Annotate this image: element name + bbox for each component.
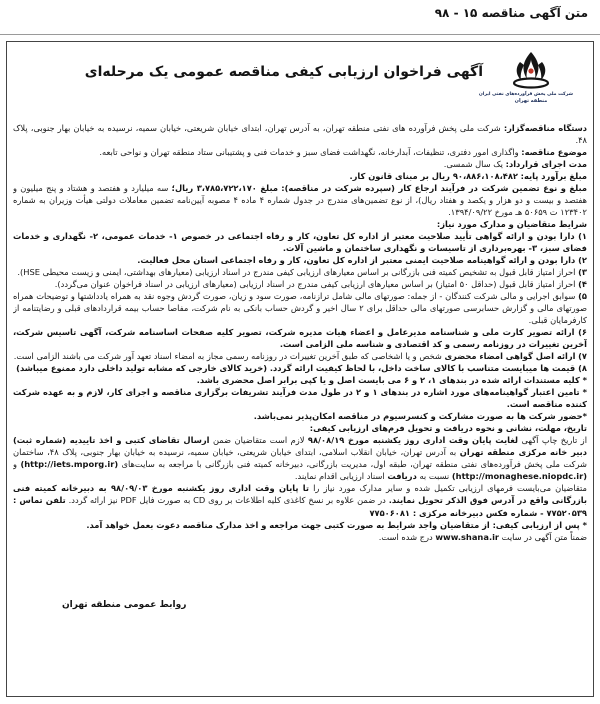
guarantee-amount: مبلغ ۳،۷۸۵،۷۲۲،۱۷۰ ریال؛ — [171, 183, 278, 194]
guarantee-label: مبلغ و نوع تضمین شرکت در فرآیند ارجاع کار (سپرده شرکت در مناقصه): — [281, 183, 587, 194]
website-shana: www.shana.ir — [435, 531, 500, 542]
requirement-text: دارا بودن و ارائه گواهینامه صلاحیت ایمنی معتبر از اداره کل تعاون، کار و رفاه اجتماعی استان محل فعالیت. — [137, 255, 576, 266]
requirement-number: ۲) — [578, 255, 587, 266]
subject-text: واگذاری امور دفتری، تنظیفات، آبدارخانه، نگهداشت فضای سبز و خدمات فنی و پشتیبانی ستاد منطقه تهران و نواحی تابعه. — [99, 147, 519, 158]
requirement-item — [13, 230, 587, 254]
receive-deadline: لغایت پایان وقت اداری روز یکشنبه مورخ ۹۸/۰۸/۱۹ — [307, 435, 519, 446]
requirement-note: * کلیه مستندات ارائه شده در بندهای ۱، ۲ و ۶ می بایست اصل و یا کپی برابر اصل محضری باشد. — [196, 375, 587, 386]
receive-intro: از تاریخ چاپ آگهی — [521, 435, 587, 446]
requirement-text: سوابق اجرایی و مالی شرکت کنندگان - از جمله: صورتهای مالی شامل ترازنامه، صورت سود و زیان، صورت گردش وجوه نقد به همراه یادداشتها و توضیحات همراه صورتهای مالی و گزارش حسابرسی صورتهای مالی حداقل برای ۲ سال اخیر و گردش حساب بانکی به نام شرکت، مفاصا حساب بیمه قراردادهای قبلی و رضایتنامه از کارفرمایان قبلی. — [13, 291, 587, 326]
company-logo — [478, 50, 573, 122]
organizer-text: شرکت ملی پخش فرآورده های نفتی منطقه تهران، به آدرس تهران، ابتدای خیابان شریعتی، خیابان سمیه، نرسیده به خیابان بهار جنوبی، پلاک ۴۸. — [13, 123, 587, 146]
subject-line — [13, 146, 587, 158]
receive-text: لازم است متقاضیان ضمن — [212, 435, 305, 446]
invite-paragraph — [13, 519, 587, 531]
page-header-title: متن آگهی مناقصه ۱۵ - ۹۸ — [434, 6, 588, 20]
requirement-number: ۶) — [578, 327, 587, 338]
subject-label: موضوع مناقصه: — [521, 147, 587, 158]
submit-deadline: تا پایان وقت اداری روز یکشنبه مورخ ۹۸/۰۹/۰۳ به دبیرخانه کمیته فنی بازرگانی واقع در آدرس فوق الذکر تحویل نمایند. — [13, 483, 587, 506]
duration-line — [13, 158, 587, 170]
requirement-number: ۷) — [578, 351, 587, 362]
requirement-text: دارا بودن و ارائه گواهی تأیید صلاحیت معتبر از اداره کل تعاون، کار و رفاه اجتماعی در خصوص ۱- خدمات عمومی، ۲- نگهداری و خدمات فضای سبز، ۳- بهره‌برداری از تاسیسات و نگهداری ساختمان و ماشین آلات. — [13, 231, 587, 254]
requirement-number: ۱) — [578, 231, 587, 242]
announcement-body — [13, 122, 587, 574]
logo-text-region: منطقه تهران — [514, 97, 548, 104]
requirement-number: ۴) — [578, 279, 587, 290]
requirement-item — [13, 350, 587, 362]
announcement-title: آگهی فراخوان ارزیابی کیفی مناقصه عمومی یک مرحله‌ای — [84, 64, 483, 80]
schedule-heading-text: تاریخ، مهلت، نشانی و نحوه دریافت و تحویل فرم‌های ارزیابی کیفی: — [309, 423, 587, 434]
site-text: ضمناً متن آگهی در سایت — [501, 531, 587, 542]
requirement-item — [13, 266, 587, 278]
requirement-text: احراز امتیاز قابل قبول به تشخیص کمیته فنی بازرگانی بر اساس معیارهای ارزیابی کیفی مندرج در اسناد ارزیابی (معیارهای بهداشتی، ایمنی و زیست محیطی HSE). — [17, 267, 576, 278]
submit-paragraph — [13, 482, 587, 518]
requirements-heading-text: شرایط متقاضیان و مدارک مورد نیاز: — [436, 219, 587, 230]
site-paragraph — [13, 531, 587, 543]
requirement-number: ۵) — [578, 291, 587, 302]
base-estimate-line — [13, 170, 587, 182]
guarantee-text: سه میلیارد و هفتصد و هشتاد و پنج میلیون و هفتصد و بیست و دو هزار و یکصد و هفتاد ریال)، از نوع تضمین‌های مندرج در جدول شماره ۴ ماده ۴ مصوبه آیین‌نامه تضمین معاملات دولتی هیأت وزیران به شماره ۱۲۳۴۰۲ ت ۵۰۶۵۹ هـ مورخ ۱۳۹۴/۰۹/۲۲. — [13, 183, 587, 218]
invite-text: از متقاضیان واجد شرایط به صورت کتبی جهت مراجعه و اخذ مدارک مناقصه دعوت بعمل خواهد آمد. — [86, 519, 490, 530]
duration-text: یک سال شمسی. — [443, 159, 503, 170]
requirement-bold-text: ارائه اصل گواهی امضاء محضری — [444, 351, 576, 362]
organizer-line — [13, 122, 587, 146]
contact-numbers: تلفن تماس : ۷۷۵۲۰۵۳۹ - شماره فکس دبیرخانه مرکزی : ۷۷۵۰۶۰۸۱ — [13, 495, 587, 518]
website-iets: (http://iets.mporg.ir) — [20, 459, 119, 470]
duration-label: مدت اجرای قرارداد: — [505, 159, 587, 170]
receive-word: دریافت — [387, 471, 417, 482]
receive-paragraph — [13, 434, 587, 482]
submit-intro: متقاضیان می‌بایست فرمهای ارزیابی تکمیل شده و سایر مدارک مورد نیاز را — [313, 483, 587, 494]
receive-office: مرکزی منطقه تهران — [459, 447, 547, 458]
requirement-text: احراز امتیاز قابل قبول (حداقل ۵۰ امتیاز) بر اساس معیارهای ارزیابی کیفی مندرج در اسناد ارزیابی (معیارهای ارزیابی در اسناد فراخوان عنوان می‌گردد). — [54, 279, 576, 290]
requirement-number: ۳) — [578, 267, 587, 278]
receive-text-3: اسناد ارزیابی اقدام نمایند. — [294, 471, 385, 482]
organizer-label: دستگاه مناقصه‌گزار: — [503, 123, 587, 133]
receive-address: به آدرس تهران، خیابان انقلاب اسلامی، ابتدای خیابان شریعتی، خیابان سمیه، نرسیده به خیابان بهار جنوبی، پلاک ۴۸، ساختمان شرکت ملی پخش فرآورده‌های نفتی منطقه تهران، طبقه اول، مدیریت بازرگانی، دبیرخانه کمیته فنی بازرگانی با مراجعه به سایت‌های — [13, 447, 587, 470]
logo-text-company: شرکت ملی پخش فرآورده‌های نفتی ایران — [478, 92, 573, 97]
requirement-text: قیمت ها میبایست متناسب با کالای ساخت داخل، با لحاظ کیفیت ارائه گردد. (خرید کالای خارجی که مشابه تولید داخلی دارد ممنوع میباشد) — [16, 363, 576, 374]
invite-label: * پس از ارزیابی کیفی: — [492, 519, 587, 530]
requirement-item — [13, 254, 587, 266]
requirement-note: *حضور شرکت ها به صورت مشارکت و کنسرسیوم در مناقصه امکان‌پذیر نمی‌باشد. — [253, 411, 587, 422]
requirements-heading — [13, 218, 587, 230]
flame-emblem-icon — [508, 50, 554, 90]
requirement-item — [13, 290, 587, 326]
receive-and: و — [13, 459, 18, 470]
requirement-text: شخص و یا اشخاصی که طبق آخرین تغییرات در روزنامه رسمی مجاز به امضاء اسناد تعهد آور شرکت می باشند الزامی است. — [13, 351, 442, 362]
website-monaghese: (http://monaghese.niopdc.ir) — [451, 471, 587, 482]
site-text-2: درج شده است. — [378, 531, 433, 542]
receive-text-2: نسبت به — [419, 471, 450, 482]
requirement-note: * تامین اعتبار گواهینامه‌های مورد اشاره در بندهای ۱ و ۲ در طول مدت فرآیند تشریفات برگزاری مناقصه و اجرای کار، لازم و به عهده شرکت کننده مناقصه است. — [13, 387, 587, 410]
receive-request: ارسال تقاضای کتبی و اخذ تاییدیه (شماره ثبت) دبیر خانه — [13, 435, 587, 458]
submit-text: در ضمن علاوه بر نسخ کاغذی کلیه اطلاعات بر روی CD به صورت فایل PDF نیز ارائه گردد. — [68, 495, 386, 506]
announcement-box — [6, 41, 594, 697]
requirement-item — [13, 278, 587, 290]
schedule-heading — [13, 422, 587, 434]
requirement-number: ۸) — [578, 363, 587, 374]
base-estimate-value: ۹۰،۸۸۶،۱۰۸،۴۸۲ ریال بر مبنای قانون کار. — [349, 171, 518, 182]
requirement-text: ارائه تصویر کارت ملی و شناسنامه مدیرعامل و اعضاء هیات مدیره شرکت، تصویر کلیه صفحات اساسنامه شرکت، آگهی تاسیس شرکت، آخرین تغییرات در روزنامه رسمی و کد اقتصادی و شناسه ملی الزامی است. — [13, 327, 587, 350]
base-estimate-label: مبلغ برآورد پایه: — [520, 171, 587, 182]
header-divider — [0, 34, 600, 35]
public-relations-signature: روابط عمومی منطقه تهران — [62, 600, 187, 610]
guarantee-line — [13, 182, 587, 218]
requirement-item — [13, 326, 587, 350]
requirement-item — [13, 362, 587, 374]
